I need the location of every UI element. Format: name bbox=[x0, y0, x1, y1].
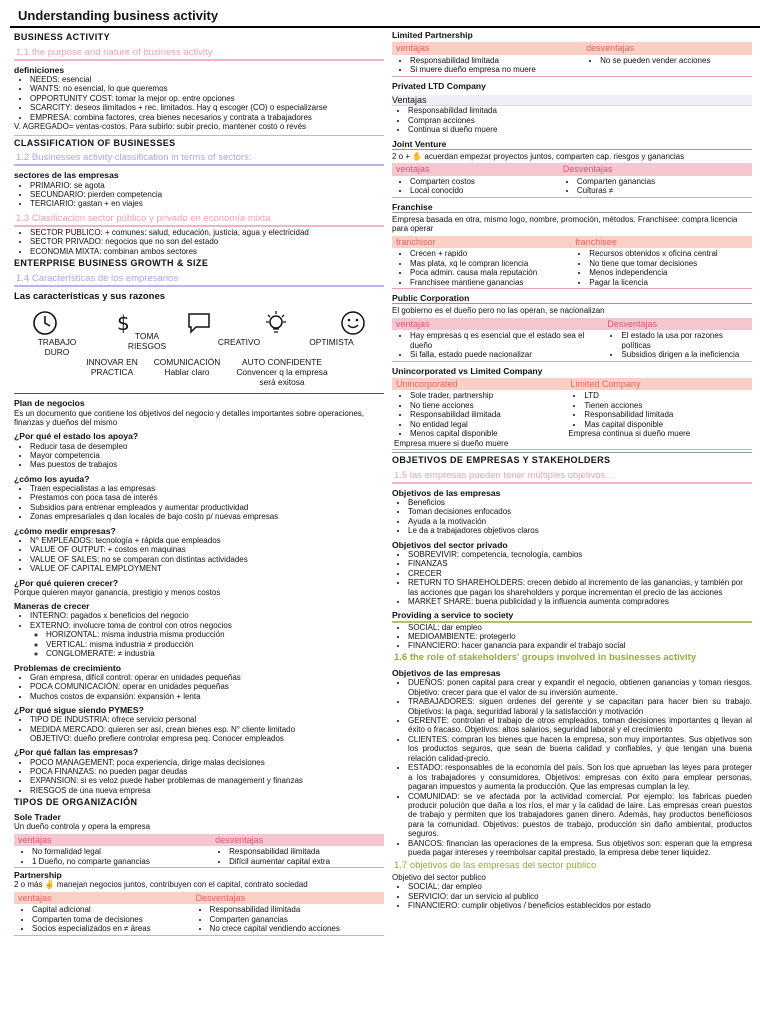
list-item: • Toman decisiones enfocados bbox=[408, 507, 752, 516]
col-ventajas: ventajas bbox=[14, 892, 192, 905]
uvl-table bbox=[392, 378, 752, 450]
list-item: • Ayuda a la motivación bbox=[408, 517, 752, 526]
list-item: • Subsidios para entrenar empleados y aumentar productividad bbox=[30, 503, 384, 512]
list-item: • Comparten ganancias bbox=[577, 177, 750, 186]
list-item: • MEDIDA MERCADO: quieren ser así, crean bienes esp. N° cliente limitado bbox=[30, 725, 384, 734]
priv-list bbox=[392, 106, 752, 134]
smiley-icon bbox=[340, 310, 366, 336]
list-item: ◦ CONGLOMERATE: ≠ industria bbox=[46, 649, 384, 658]
list-item: • Responsabilidad limitada bbox=[584, 410, 750, 419]
list-item: • Mas plata, xq le compran licencia bbox=[410, 259, 569, 268]
uvl-heading: Unincorporated vs Limited Company bbox=[392, 365, 543, 376]
list-item: • Culturas ≠ bbox=[577, 186, 750, 195]
pymes-list bbox=[14, 715, 384, 734]
list-item: • No se pueden vender acciones bbox=[600, 56, 750, 65]
list-item: • BANCOS: financian las operaciones de la empresa. Sus objetivos son: esperan que la empresa pueda pagar intereses y reembolsar capital prestado, la empresa debe tener liquidez. bbox=[408, 839, 752, 858]
pymes-objetivo: OBJETIVO: dueño prefiere controlar empresa peq. Conocer empleados bbox=[30, 734, 284, 743]
list-item: • POCA COMUNICACIÓN: operar en unidades pequeñas bbox=[30, 682, 384, 691]
list-item: • Beneficios bbox=[408, 498, 752, 507]
list-item: • Si muere dueño empresa no muere bbox=[410, 65, 580, 74]
col-desventajas: Desventajas bbox=[559, 163, 752, 176]
list-item: • Gran empresa, difícil control: operar en unidades pequeñas bbox=[30, 673, 384, 682]
col-franchisee: franchisee bbox=[571, 236, 752, 249]
un-last: Empresa muere si dueño muere bbox=[394, 438, 509, 448]
list-item: • FINANCIERO: hacer ganancia para expandir el trabajo social bbox=[408, 641, 752, 650]
left-column bbox=[14, 30, 384, 938]
list-item: • FINANCIERO: cumplir objetivos / beneficios establecidos por estado bbox=[408, 901, 752, 910]
list-item: • Responsabilidad ilimitada bbox=[210, 905, 382, 914]
oe2-heading: Objetivos de las empresas bbox=[392, 668, 501, 679]
list-item: • Responsabilidad limitada bbox=[408, 106, 752, 115]
list-item: • Hay empresas q es esencial que el estado sea el dueño bbox=[410, 331, 601, 350]
list-item: • Responsabilidad limitada bbox=[410, 56, 580, 65]
sectores-heading: sectores de las empresas bbox=[14, 170, 119, 181]
externo-sublist bbox=[30, 630, 384, 658]
lp-table bbox=[392, 42, 752, 76]
list-item: • LTD bbox=[584, 391, 750, 400]
label-auto-confidente: AUTO CONFIDENTE Convencer q la empresa será exitosa bbox=[236, 357, 328, 388]
lightbulb-icon bbox=[263, 310, 289, 336]
title-rule bbox=[10, 26, 760, 28]
list-item: • Responsabilidad ilimitada bbox=[410, 410, 564, 419]
col-ventajas: ventajas bbox=[392, 42, 582, 55]
franchise-table bbox=[392, 236, 752, 289]
list-item: • Prestamos con poca tasa de interés bbox=[30, 493, 384, 502]
label-innovar: INNOVAR EN PRACTICA bbox=[86, 357, 138, 378]
pc-heading: Public Corporation bbox=[392, 293, 470, 304]
list-item: • No entidad legal bbox=[410, 420, 564, 429]
list-item: • N° EMPLEADOS: tecnología + rápida que empleados bbox=[30, 536, 384, 545]
heading-1-6: 1.6 the role of stakeholders' groups involved in businesses activity bbox=[394, 651, 697, 663]
list-item: • SOBREVIVIR: competencia, tecnología, cambios bbox=[408, 550, 752, 559]
pc-table bbox=[392, 318, 752, 362]
list-item: • NEEDS: esencial bbox=[30, 75, 384, 84]
list-item: • Capital adicional bbox=[32, 905, 190, 914]
section-growth: ENTERPRISE BUSINESS GROWTH & SIZE bbox=[14, 258, 209, 269]
list-item: • TERCIARIO: gastan + en viajes bbox=[30, 199, 384, 208]
lp-heading: Limited Partnership bbox=[392, 30, 473, 40]
list-item: • SECTOR PRIVADO: negocios que no son del estado bbox=[30, 237, 384, 246]
list-item: • VALUE OF SALES: no se comparan con distintas actividades bbox=[30, 555, 384, 564]
section-objetivos: OBJETIVOS DE EMPRESAS Y STAKEHOLDERS bbox=[392, 452, 752, 466]
fallan-heading: ¿Por qué fallan las empresas? bbox=[14, 747, 139, 758]
list-item: • RETURN TO SHAREHOLDERS: crecen debido al incremento de las ganancias, y también por las acciones que pagan los shareholders y porque incrementan el precio de las acciones bbox=[408, 578, 752, 597]
col-ventajas: ventajas bbox=[392, 163, 559, 176]
traits-icons bbox=[32, 310, 366, 336]
plan-heading: Plan de negocios bbox=[14, 398, 85, 409]
caracteristicas-heading: Las caracteristicas y sus razones bbox=[14, 291, 166, 303]
list-item: ◦ VERTICAL: misma industria ≠ producción bbox=[46, 640, 384, 649]
list-item: • Difícil aumentar capital extra bbox=[229, 857, 382, 866]
apoya-list bbox=[14, 442, 384, 470]
col-ventajas: ventajas bbox=[14, 834, 211, 847]
list-item: • FINANZAS bbox=[408, 559, 752, 568]
list-item: • SECTOR PUBLICO: + comunes: salud, educación, justicia, agua y electricidad bbox=[30, 228, 384, 237]
maneras-heading: Maneras de crecer bbox=[14, 601, 90, 612]
page-title: Understanding business activity bbox=[18, 8, 219, 23]
heading-1-5: 1.5 las empresas pueden tener múltiples objetivos… bbox=[392, 469, 752, 484]
list-item: • Local conocido bbox=[410, 186, 557, 195]
pas-heading: Providing a service to society bbox=[392, 610, 752, 622]
heading-1-4: 1.4 Características de los empresarios bbox=[14, 272, 384, 287]
label-trabajo-duro: TRABAJO DURO bbox=[37, 337, 77, 358]
label-creativo: CREATIVO bbox=[217, 337, 261, 348]
stakeholders-list bbox=[392, 678, 752, 857]
maneras-list bbox=[14, 611, 384, 658]
pub-list bbox=[392, 882, 752, 910]
osp-list bbox=[392, 550, 752, 607]
medir-heading: ¿cómo medir empresas? bbox=[14, 525, 116, 536]
heading-1-2: 1.2 Businesses activity classification in terms of sectors: bbox=[14, 151, 384, 166]
partnership-table bbox=[14, 892, 384, 936]
list-item: • Muchos costos de expansión: expansión + lenta bbox=[30, 692, 384, 701]
crecer-heading: ¿Por qué quieren crecer? bbox=[14, 577, 119, 588]
list-item: • RIESGOS de una nueva empresa bbox=[30, 786, 384, 795]
list-item: • EMPRESA: combina factores, crea bienes necesarios y contrata a trabajadores bbox=[30, 113, 384, 122]
right-column bbox=[392, 30, 752, 911]
col-franchisor: franchisor bbox=[392, 236, 571, 249]
list-item: • INTERNO: pagados x beneficios del negocio bbox=[30, 611, 384, 620]
list-item: • Tienen acciones bbox=[584, 401, 750, 410]
list-item: • Menos capital disponible bbox=[410, 429, 564, 438]
speech-bubble-icon bbox=[186, 310, 212, 336]
col-desventajas: Desventajas bbox=[603, 318, 752, 331]
list-item: • MARKET SHARE: buena publicidad y la influencia aumenta compradores bbox=[408, 597, 752, 606]
label-optimista: OPTIMISTA bbox=[309, 337, 354, 348]
label-comunicacion: COMUNICACIÓN Hablar claro bbox=[153, 357, 221, 378]
list-item: • Comparten toma de decisiones bbox=[32, 915, 190, 924]
mixed-economy-list bbox=[14, 228, 384, 256]
pc-text: El gobierno es el dueño pero no las operan, se nacionalizan bbox=[392, 303, 752, 315]
list-item: • Subsidios dirigen a la ineficiencia bbox=[621, 350, 750, 359]
list-item: • ESTADO: responsables de la economía del país. Son los que aprueban las leyes para proteger a los trabajadores y consumidores. Objetivos: empresas con éxito para emplear personas, pagaran impuestos y aumenta la producción. Que las empresas cumplan la ley. bbox=[408, 763, 752, 791]
list-item: • PRIMARIO: se agota bbox=[30, 181, 384, 190]
oe-heading: Objetivos de las empresas bbox=[392, 487, 501, 498]
ayuda-heading: ¿cómo los ayuda? bbox=[14, 473, 90, 484]
list-item: • 1 Dueño, no comparte ganancias bbox=[32, 857, 209, 866]
list-item: • MEDIOAMBIENTE: protegerlo bbox=[408, 632, 752, 641]
list-item: • No tiene acciones bbox=[410, 401, 564, 410]
valor-agregado: V. AGREGADO= ventas-costos. Para subirlo: subir precio, mantener costo o revés bbox=[14, 122, 307, 132]
section-tipos: TIPOS DE ORGANIZACIÓN bbox=[14, 797, 138, 808]
jv-table bbox=[392, 163, 752, 197]
crecer-text: Porque quieren mayor ganancia, prestigio y menos costos bbox=[14, 587, 221, 597]
osp-heading: Objetivos del sector privado bbox=[392, 539, 508, 550]
definiciones-heading: definiciones bbox=[14, 64, 65, 75]
list-item: • Sole trader, partnership bbox=[410, 391, 564, 400]
list-item: • Comparten ganancias bbox=[210, 915, 382, 924]
list-item: • Compran acciones bbox=[408, 116, 752, 125]
list-item: • EXTERNO: involucre toma de control con otros negocios ◦ HORIZONTAL: misma industria misma producción ◦ VERTICAL: misma industria ≠ producción ◦ CONGLOMERATE: ≠ industria bbox=[30, 621, 384, 659]
list-item: • CRECER bbox=[408, 569, 752, 578]
list-item: • SCARCITY: deseos ilimitados + rec. limitados. Hay q escoger (CO) o especializarse bbox=[30, 103, 384, 112]
list-item: • TIPO DE INDUSTRIA: ofrece servicio personal bbox=[30, 715, 384, 724]
apoya-heading: ¿Por qué el estado los apoya? bbox=[14, 431, 139, 442]
col-limited-company: Limited Company bbox=[566, 378, 752, 391]
oe-list bbox=[392, 498, 752, 536]
priv-ventajas-header: Ventajas bbox=[392, 95, 752, 107]
list-item: • Mas puestos de trabajos bbox=[30, 460, 384, 469]
heading-1-3: 1.3 Clasificacion sector público y privado en economía mixta bbox=[14, 212, 384, 227]
list-item: • Pagar la licencia bbox=[589, 278, 750, 287]
partnership-heading: Partnership bbox=[14, 870, 62, 880]
jv-heading: Joint Venture bbox=[392, 138, 447, 149]
list-item: • No crece capital vendiendo acciones bbox=[210, 924, 382, 933]
list-item: • CLIENTES: compran los bienes que hacen la empresa, son muy importantes. Sus objetivos son los productos seguros, que sean de buena calidad y confiables, y que tengan una buena relación calidad-precio. bbox=[408, 735, 752, 763]
priv-heading: Privated LTD Company bbox=[392, 80, 486, 91]
col-unincorporated: Unincorporated bbox=[392, 378, 566, 391]
col-desventajas: desventajas bbox=[582, 42, 752, 55]
list-item: • Reducir tasa de desempleo bbox=[30, 442, 384, 451]
list-item: • COMUNIDAD: se ve afectada por la actividad comercial. Por ejemplo: los fabricas pueden producir polución que daña a los ríos, el mar y la calidad de laire. Las empresas crean puestos de trabajo y permiten que los trabajadores ganen dinero. Además, hay productos beneficiosos para la comunidad. Objetivos: puestos de trabajo, producción sin daño ambiental, productos seguros. bbox=[408, 792, 752, 839]
list-item: • Mas capital disponible bbox=[584, 420, 750, 429]
pas-list bbox=[392, 623, 752, 651]
svg-text:$: $ bbox=[117, 311, 130, 336]
list-item: • WANTS: no esencial, lo que queremos bbox=[30, 84, 384, 93]
list-item: • VALUE OF OUTPUT: + costos en maquinas bbox=[30, 545, 384, 554]
plan-text: Es un documento que contiene los objetivos del negocio y detalles importantes sobre operaciones, finanzas y dueños del mismo bbox=[14, 408, 364, 427]
list-item: • POCA FINANZAS: no pueden pagar deudas bbox=[30, 767, 384, 776]
list-item: • El estado la usa por razones políticas bbox=[621, 331, 750, 350]
franchise-heading: Franchise bbox=[392, 201, 433, 212]
col-ventajas: ventajas bbox=[392, 318, 603, 331]
label-toma-riesgos: TOMA RIESGOS bbox=[127, 331, 167, 352]
section-business-activity: BUSINESS ACTIVITY bbox=[14, 32, 110, 42]
traits-labels bbox=[14, 331, 384, 390]
ayuda-list bbox=[14, 484, 384, 522]
heading-1-1: 1.1 the purpose and nature of business activity bbox=[14, 46, 384, 61]
list-item: • Socios especializados en ≠ áreas bbox=[32, 924, 190, 933]
list-item: • SOCIAL: dar empleo bbox=[408, 882, 752, 891]
list-item: • Comparten costos bbox=[410, 177, 557, 186]
divider bbox=[14, 393, 384, 394]
list-item: • Zonas empresariales q dan locales de bajo costo p/ nuevas empresas bbox=[30, 512, 384, 521]
clock-icon bbox=[32, 310, 58, 336]
list-item: • ECONOMIA MIXTA: combinan ambos sectores bbox=[30, 247, 384, 256]
list-item: • GERENTE: controlan el trabajo de otros empleados, toman decisiones importantes q llevan al éxito o fracaso. Objetivos: altos salarios, seguridad laboral y el crecimiento bbox=[408, 716, 752, 735]
list-item: • Poca admin. causa mala reputación bbox=[410, 268, 569, 277]
sectors-list bbox=[14, 181, 384, 209]
jv-text: 2 o + ✋ acuerdan empezar proyectos juntos, comparten cap. riesgos y ganancias bbox=[392, 149, 752, 161]
list-item: • No tiene que tomar decisiones bbox=[589, 259, 750, 268]
list-item: • DUEÑOS: ponen capital para crear y expandir el negocio, obtienen ganancias y toman riesgos. Objetivo: crecer para que el valor de su inversión aumente. bbox=[408, 678, 752, 697]
list-item: • OPPORTUNITY COST: tomar la mejor op. entre opciones bbox=[30, 94, 384, 103]
franchise-text: Empresa basada en otra, mismo logo, nombre, promoción, métodos. Franchisee: compra licencia para operar bbox=[392, 212, 752, 234]
problemas-list bbox=[14, 673, 384, 701]
list-item: ◦ HORIZONTAL: misma industria misma producción bbox=[46, 630, 384, 639]
list-item: • SERVICIO: dar un servicio al publico bbox=[408, 892, 752, 901]
list-item: • SOCIAL: dar empleo bbox=[408, 623, 752, 632]
list-item: • SECUNDARIO: pierden competencia bbox=[30, 190, 384, 199]
list-item: • EXPANSION: si es veloz puede haber problemas de management y finanzas bbox=[30, 776, 384, 785]
list-item: • Responsabilidad ilimitada bbox=[229, 847, 382, 856]
sole-trader-text: Un dueño controla y opera la empresa bbox=[14, 822, 151, 832]
list-item: • Recursos obtenidos x oficina central bbox=[589, 249, 750, 258]
partnership-text: 2 o más ✌ manejan negocios juntos, contribuyen con el capital, contrato sociedad bbox=[14, 880, 308, 890]
list-item: • Continua si dueño muere bbox=[408, 125, 752, 134]
sole-trader-heading: Sole Trader bbox=[14, 811, 61, 822]
col-desventajas: desventajas bbox=[211, 834, 384, 847]
list-item: • Le da a trabajadores objetivos claros bbox=[408, 526, 752, 535]
list-item: • Mayor competencia bbox=[30, 451, 384, 460]
col-desventajas: Desventajas bbox=[192, 892, 384, 905]
fallan-list bbox=[14, 758, 384, 796]
list-item: • VALUE OF CAPITAL EMPLOYMENT bbox=[30, 564, 384, 573]
list-item: • TRABAJADORES: siguen ordenes del gerente y se capacitan para hacer bien su trabajo. Objetivos: la paga, seguridad laboral y la satisfacción y motivación bbox=[408, 697, 752, 716]
medir-list bbox=[14, 536, 384, 574]
list-item: • No formalidad legal bbox=[32, 847, 209, 856]
list-item: • Traen especialistas a las empresas bbox=[30, 484, 384, 493]
osp2-text: Objetivo del sector publico bbox=[392, 872, 486, 882]
section-classification: CLASSIFICATION OF BUSINESSES bbox=[14, 135, 384, 149]
heading-1-7: 1.7 objetivos de las empresas del sector publico bbox=[394, 859, 597, 871]
list-item: • Si falla, estado puede nacionalizar bbox=[410, 350, 601, 359]
sole-trader-table bbox=[14, 834, 384, 868]
pymes-heading: ¿Por qué sigue siendo PYMES? bbox=[14, 704, 144, 715]
list-item: • Menos independencia bbox=[589, 268, 750, 277]
problemas-heading: Problemas de crecimiento bbox=[14, 662, 121, 673]
lc-last: Empresa continua si dueño muere bbox=[568, 429, 691, 439]
list-item: • POCO MANAGEMENT: poca experiencia, dirige malas decisiones bbox=[30, 758, 384, 767]
list-item: • Crecen + rapido bbox=[410, 249, 569, 258]
definitions-list bbox=[14, 75, 384, 122]
list-item: • Franchisee mantiene ganancias bbox=[410, 278, 569, 287]
